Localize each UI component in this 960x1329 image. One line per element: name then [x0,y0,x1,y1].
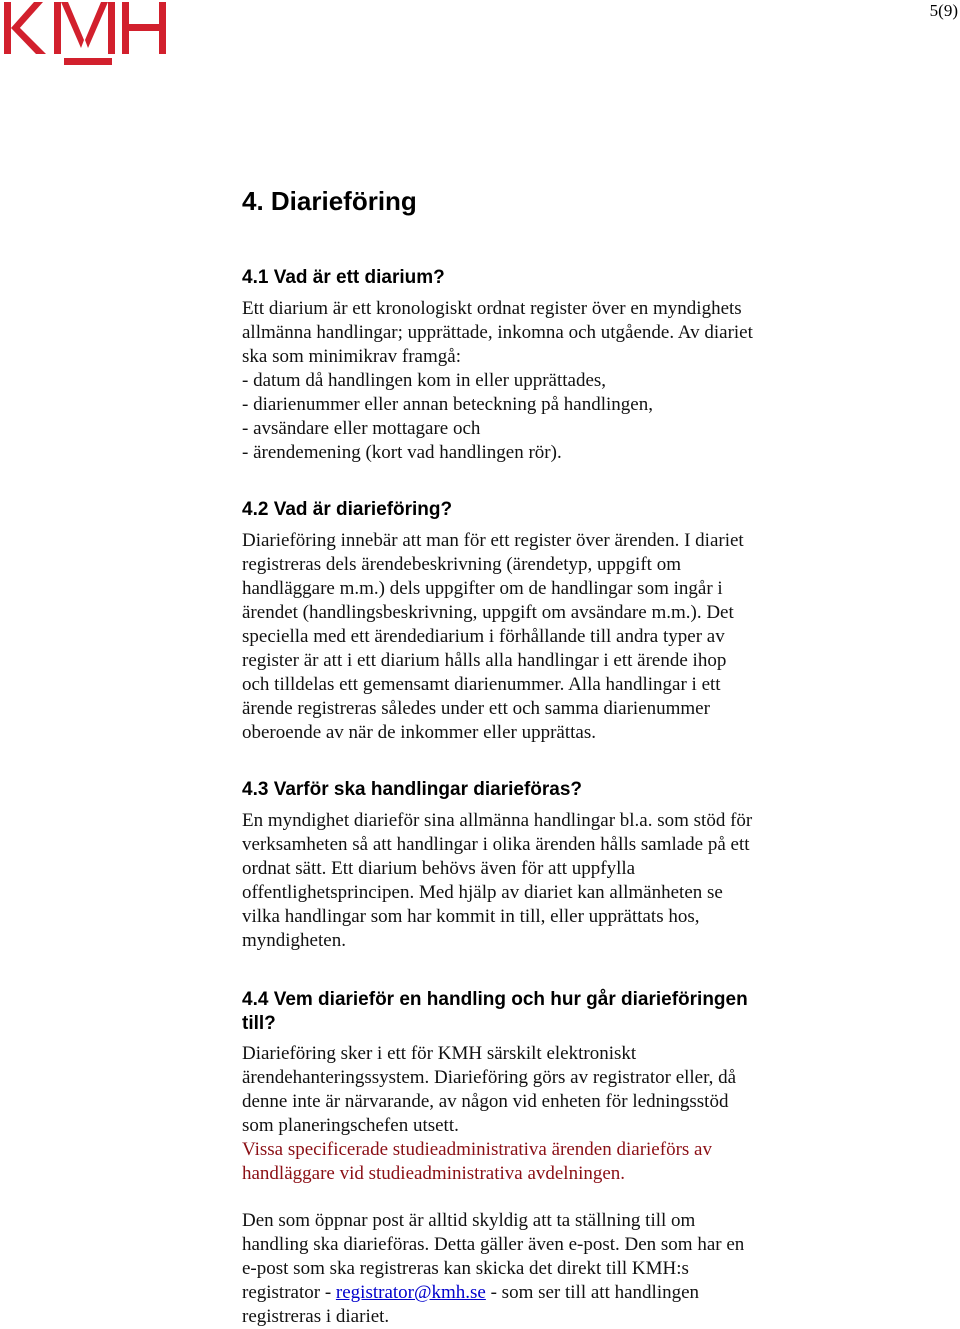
text-line: ärendet (handlingsbeskrivning, uppgift om avsändare m.m.). Det [242,602,734,623]
registrator-prefix: registrator - [242,1282,336,1303]
text-line: denne inte är närvarande, av någon vid enheten för ledningsstöd [242,1091,729,1112]
highlighted-line: handläggare vid studieadministrativa avdelningen. [242,1163,626,1184]
section-4-4-heading [242,988,748,1036]
text-line: handläggare m.m.) dels uppgifter om de handlingar som ingår i [242,578,723,599]
text-line: Diarieföring sker i ett för KMH särskilt elektroniskt [242,1043,637,1064]
section-4-4-post-paragraph [242,1209,812,1329]
section-4-4-body [242,1042,812,1186]
section-4-1-body [242,297,812,465]
registrator-email-link[interactable]: registrator@kmh.se [335,1282,486,1303]
text-line: ordnat sätt. Ett diarium behövs även för att uppfylla [242,858,636,879]
text-line: e-post som ska registreras kan skicka det direkt till KMH:s [242,1258,689,1279]
list-item: - ärendemening (kort vad handlingen rör). [242,442,562,463]
text-line: ska som minimikrav framgå: [242,346,461,367]
page-number: 5(9) [929,1,958,20]
text-line: ärendehanteringssystem. Diarieföring görs av registrator eller, då [242,1067,737,1088]
page-title: 4. Diarieföring [242,186,417,216]
text-line: och tilldelas ett gemensamt diarienummer. Alla handlingar i ett [242,674,721,695]
list-item: - avsändare eller mottagare och [242,418,481,439]
text-line: Ett diarium är ett kronologiskt ordnat register över en myndighets [242,298,742,319]
text-line: som planeringschefen utsett. [242,1115,459,1136]
kmh-logo [4,2,166,71]
text-line: speciella med ett ärendediarium i förhållande till andra typer av [242,626,725,647]
heading-line: till? [242,1013,276,1034]
text-line: allmänna handlingar; upprättade, inkomna och utgående. Av diariet [242,322,753,343]
text-line: offentlighetsprincipen. Med hjälp av diariet kan allmänheten se [242,882,723,903]
list-item: - datum då handlingen kom in eller upprättades, [242,370,607,391]
heading-line: 4.4 Vem diarieför en handling och hur går diarieföringen [242,989,748,1010]
text-line: registreras dels ärendebeskrivning (ärendetyp, uppgift om [242,554,681,575]
text-line: Diarieföring innebär att man för ett register över ärenden. I diariet [242,530,744,551]
text-line [242,1281,812,1305]
kmh-logo-icon [4,2,166,66]
text-line: myndigheten. [242,930,346,951]
text-line: ärende registreras således under ett och samma diarienummer [242,698,710,719]
section-4-2-heading: 4.2 Vad är diarieföring? [242,499,453,520]
text-line: oberoende av när de inkommer eller upprättas. [242,722,596,743]
highlighted-line: Vissa specificerade studieadministrativa ärenden diarieförs av [242,1139,712,1160]
text-line: Den som öppnar post är alltid skyldig att ta ställning till om [242,1210,696,1231]
text-line: handling ska diarieföras. Detta gäller även e-post. Den som har en [242,1234,745,1255]
text-line: vilka handlingar som har kommit in till, eller upprättats hos, [242,906,700,927]
text-line: En myndighet diarieför sina allmänna handlingar bl.a. som stöd för [242,810,753,831]
text-line: registreras i diariet. [242,1306,390,1327]
section-4-3-body [242,809,812,953]
registrator-suffix: - som ser till att handlingen [485,1282,700,1303]
section-4-2-body [242,529,812,745]
list-item: - diarienummer eller annan beteckning på handlingen, [242,394,653,415]
text-line: verksamheten så att handlingar i olika ärenden hålls samlade på ett [242,834,750,855]
logo-text [166,2,167,3]
section-4-1-heading: 4.1 Vad är ett diarium? [242,267,445,288]
text-line: register är att i ett diarium hålls alla handlingar i ett ärende ihop [242,650,727,671]
section-4-3-heading: 4.3 Varför ska handlingar diarieföras? [242,779,583,800]
